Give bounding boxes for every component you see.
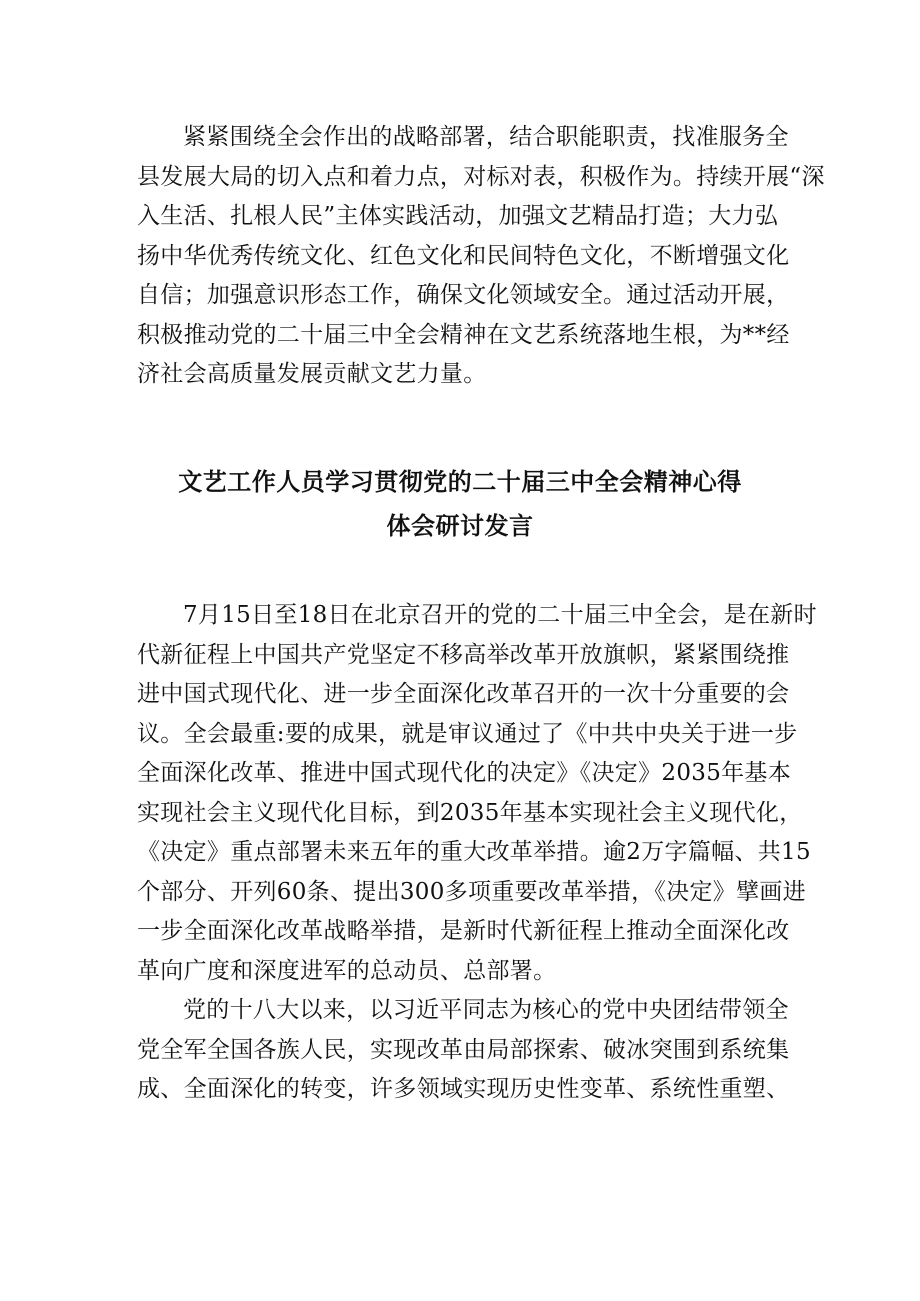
- paragraph-line: 入生活、扎根人民”主体实践活动，加强文艺精品打造；大力弘: [137, 203, 779, 229]
- paragraph-line: 个部分、开列60条、提出300多项重要改革举措，《决定》擘画进: [137, 878, 806, 905]
- body-text: [137, 596, 817, 1110]
- paragraph-1: [137, 118, 825, 395]
- paragraph-line: 自信；加强意识形态工作，确保文化领域安全。通过活动开展，: [137, 282, 790, 308]
- paragraph-line: 实现社会主义现代化目标，到2035年基本实现社会主义现代化，: [137, 799, 803, 826]
- paragraph-line: 议。全会最重:要的成果，就是审议通过了《中共中央关于进一步: [137, 720, 798, 747]
- section-heading-line-2: 体会研讨发言: [386, 512, 534, 540]
- paragraph-line: 党的十八大以来，以习近平同志为核心的党中央团结带领全: [183, 997, 789, 1023]
- paragraph-line: 《决定》重点部署未来五年的重大改革举措。逾2万字篇幅、共15: [137, 839, 811, 865]
- paragraph-line: 全面深化改革、推进中国式现代化的决定》《决定》2035年基本: [137, 760, 792, 786]
- paragraph-line: 积极推动党的二十届三中全会精神在文艺系统落地生根，为**经: [137, 321, 790, 348]
- paragraph-line: 扬中华优秀传统文化、红色文化和民间特色文化，不断增强文化: [137, 242, 790, 269]
- paragraph-line: 成、全面深化的转变，许多领域实现历史性变革、系统性重塑、: [137, 1076, 790, 1102]
- paragraph-line: 一步全面深化改革战略举措，是新时代新征程上推动全面深化改: [137, 918, 790, 944]
- paragraph-line: 7月15日至18日在北京召开的党的二十届三中全会，是在新时: [183, 602, 817, 628]
- section-heading-line-1: 文艺工作人员学习贯彻党的二十届三中全会精神心得: [178, 468, 742, 496]
- paragraph-line: 济社会高质量发展贡献文艺力量。: [137, 361, 487, 387]
- paragraph-line: 代新征程上中国共产党坚定不移高举改革开放旗帜，紧紧围绕推: [137, 641, 790, 668]
- paragraph-line: 县发展大局的切入点和着力点，对标对表，积极作为。持续开展“深: [137, 163, 825, 190]
- paragraph-line: 进中国式现代化、进一步全面深化改革召开的一次十分重要的会: [137, 681, 790, 707]
- paragraph-line: 革向广度和深度进军的总动员、总部署。: [137, 957, 557, 984]
- paragraph-line: 紧紧围绕全会作出的战略部署，结合职能职责，找准服务全: [183, 124, 789, 150]
- paragraph-line: 党全军全国各族人民，实现改革由局部探索、破冰突围到系统集: [137, 1036, 790, 1063]
